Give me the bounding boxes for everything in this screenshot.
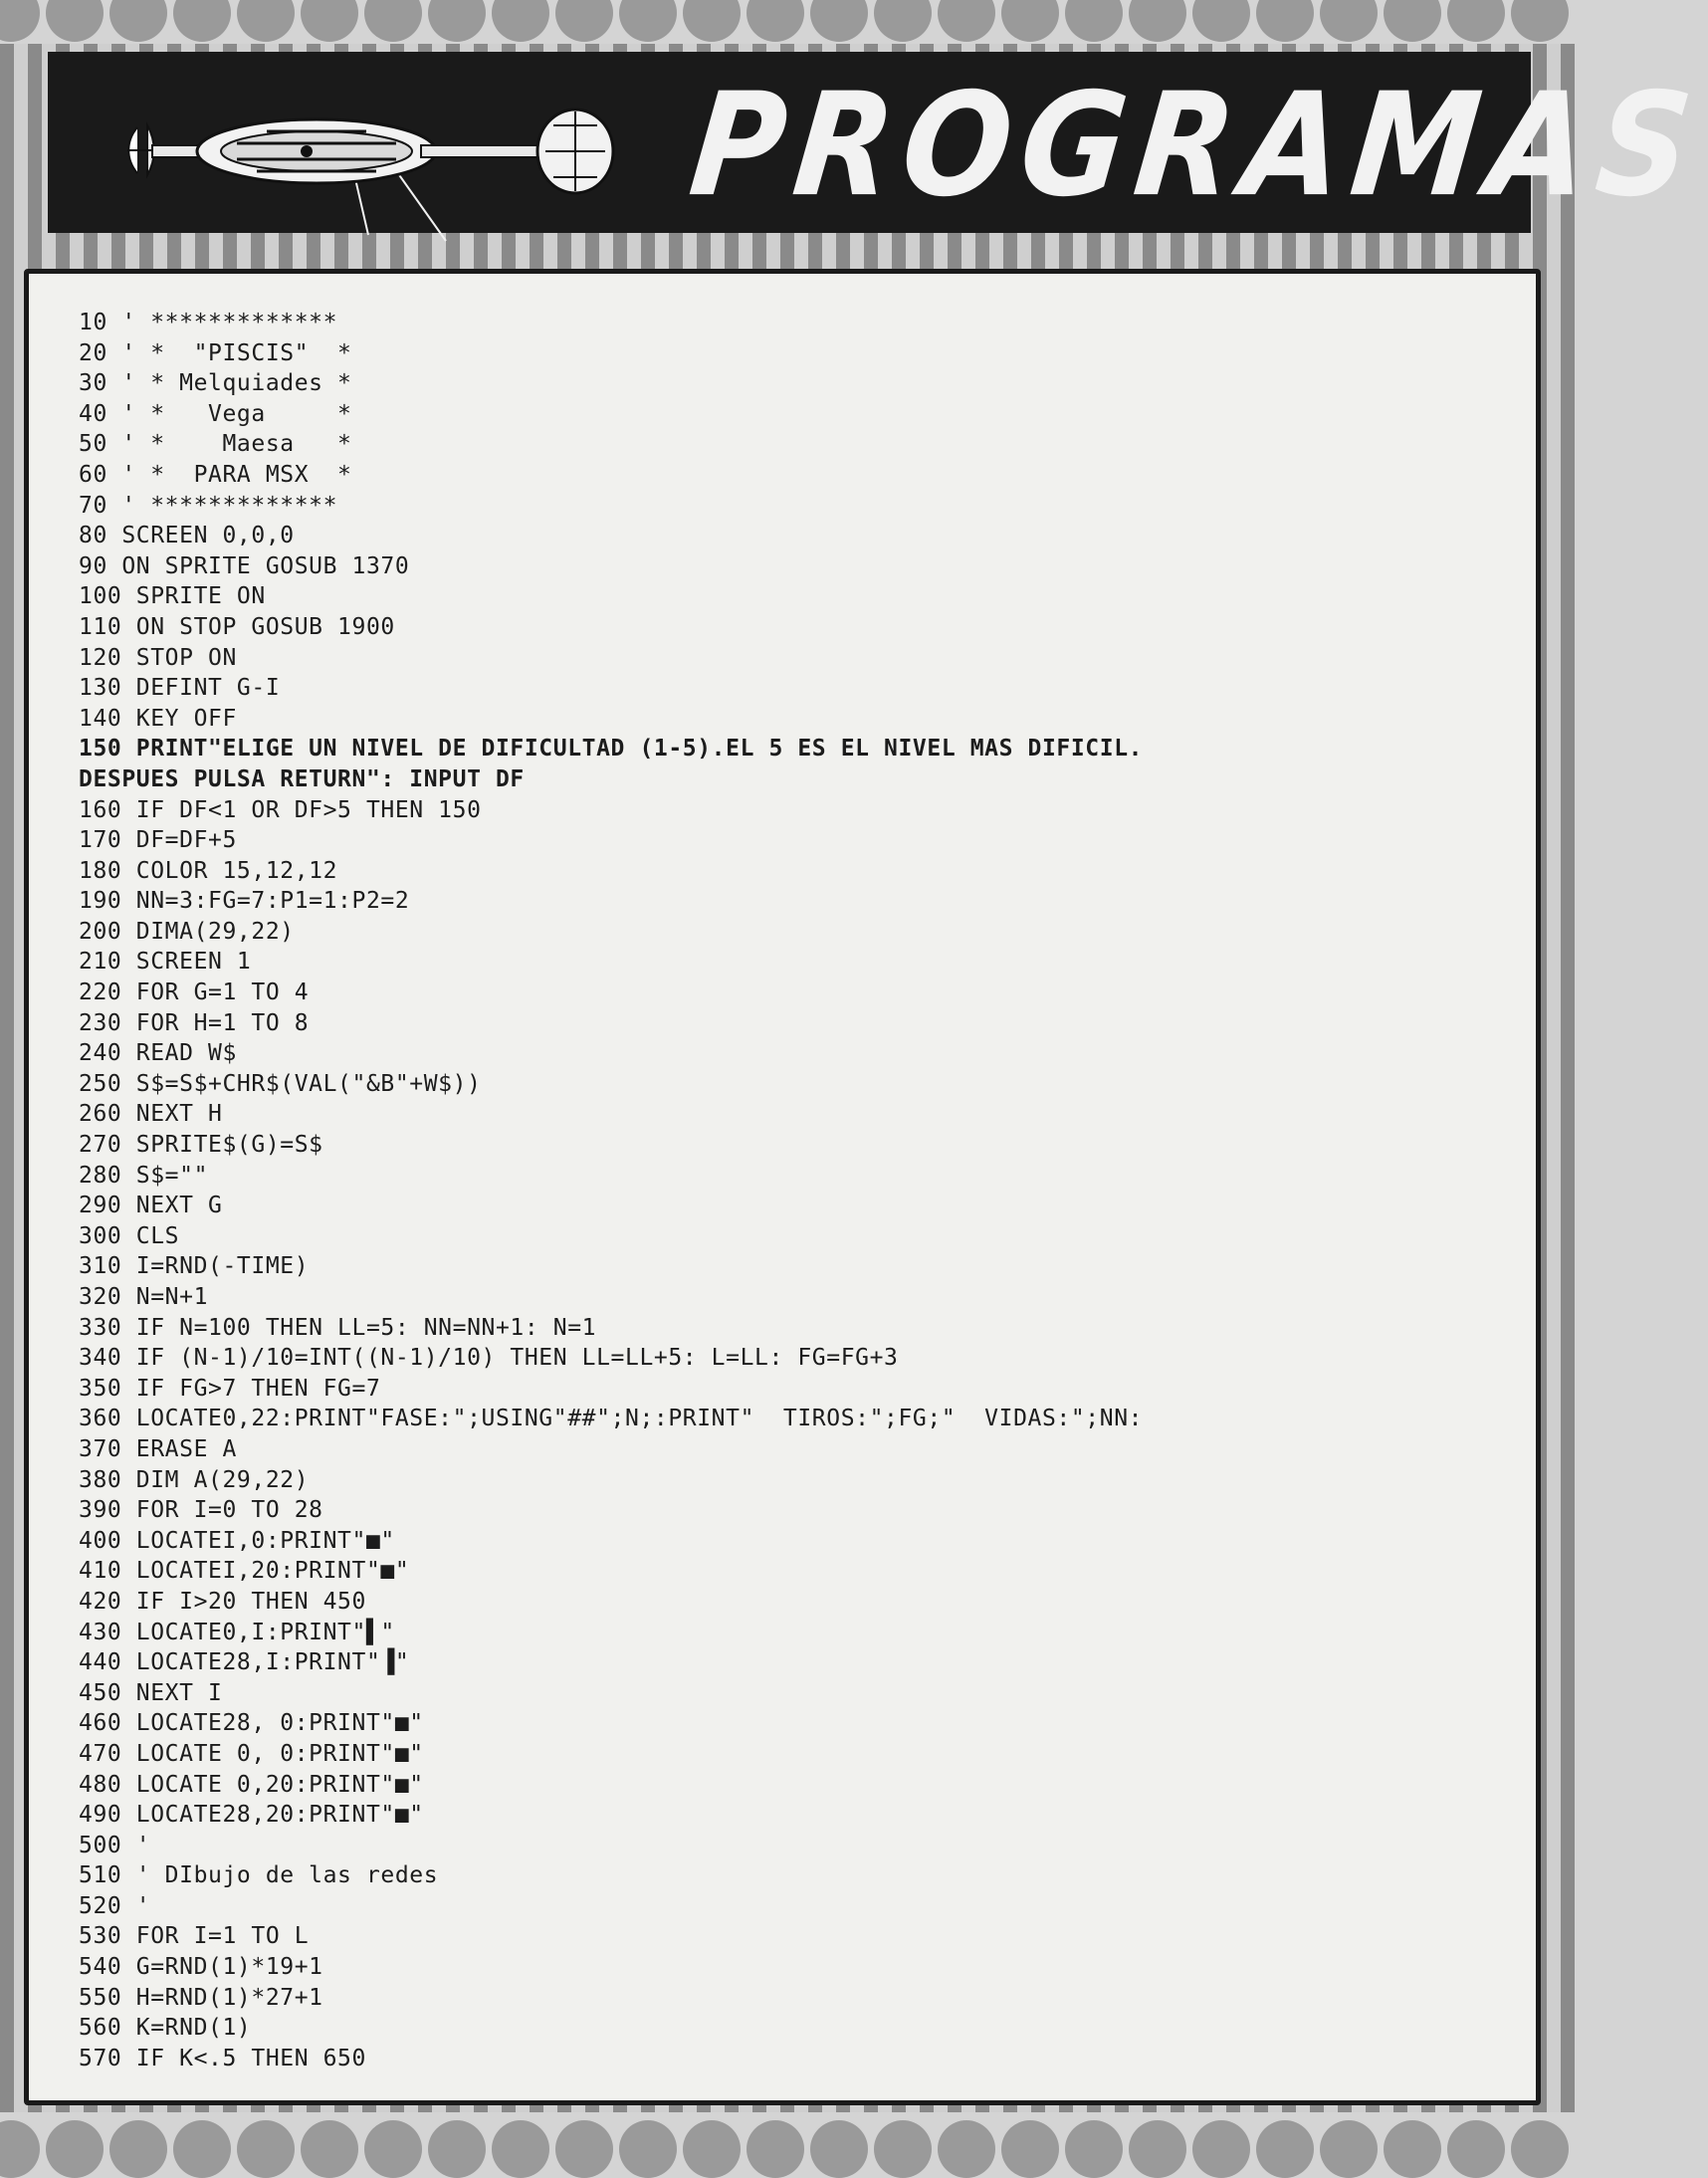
code-listing	[79, 308, 1512, 2073]
code-line: 100 SPRITE ON	[79, 583, 266, 610]
code-line: 250 S$=S$+CHR$(VAL("&B"+W$))	[79, 1070, 482, 1097]
code-line: 430 LOCATE0,I:PRINT"▌"	[79, 1619, 395, 1645]
code-line: 280 S$=""	[79, 1162, 209, 1189]
top-dot-border	[0, 0, 1575, 44]
code-line: 480 LOCATE 0,20:PRINT"■"	[79, 1771, 424, 1798]
page-title: PROGRAMAS	[683, 63, 1708, 229]
code-line: 490 LOCATE28,20:PRINT"■"	[79, 1802, 424, 1829]
code-line: 380 DIM A(29,22)	[79, 1466, 310, 1493]
code-line: 40 ' * Vega *	[79, 400, 352, 427]
code-line: 210 SCREEN 1	[79, 949, 252, 976]
code-line: 110 ON STOP GOSUB 1900	[79, 613, 395, 640]
code-line: 370 ERASE A	[79, 1435, 237, 1462]
code-line: 470 LOCATE 0, 0:PRINT"■"	[79, 1740, 424, 1767]
code-line: 20 ' * "PISCIS" *	[79, 339, 352, 366]
code-line: 360 LOCATE0,22:PRINT"FASE:";USING"##";N;:PRINT" TIROS:";FG;" VIDAS:";NN:	[79, 1406, 1144, 1432]
code-line: 170 DF=DF+5	[79, 827, 237, 854]
code-line: 450 NEXT I	[79, 1679, 223, 1706]
code-line: 70 ' *************	[79, 492, 338, 519]
code-line: 440 LOCATE28,I:PRINT"▐"	[79, 1649, 410, 1676]
code-line: 550 H=RND(1)*27+1	[79, 1984, 323, 2011]
code-line: 180 COLOR 15,12,12	[79, 857, 338, 884]
spaceship-logo-icon	[107, 66, 665, 245]
code-line: 540 G=RND(1)*19+1	[79, 1954, 323, 1981]
code-line: 310 I=RND(-TIME)	[79, 1253, 310, 1280]
code-line: 240 READ W$	[79, 1040, 237, 1067]
code-line: DESPUES PULSA RETURN": INPUT DF	[79, 765, 525, 792]
code-line: 260 NEXT H	[79, 1101, 223, 1128]
code-line: 510 ' DIbujo de las redes	[79, 1862, 439, 1889]
code-line: 520 '	[79, 1892, 151, 1919]
code-line: 140 KEY OFF	[79, 705, 237, 732]
code-line: 150 PRINT"ELIGE UN NIVEL DE DIFICULTAD (1-5).EL 5 ES EL NIVEL MAS DIFICIL.	[79, 736, 1144, 762]
code-line: 340 IF (N-1)/10=INT((N-1)/10) THEN LL=LL+5: L=LL: FG=FG+3	[79, 1345, 899, 1372]
code-line: 190 NN=3:FG=7:P1=1:P2=2	[79, 888, 410, 915]
code-line: 30 ' * Melquiades *	[79, 370, 352, 397]
program-listing	[24, 269, 1541, 2105]
code-line: 300 CLS	[79, 1222, 180, 1249]
code-line: 270 SPRITE$(G)=S$	[79, 1132, 323, 1159]
code-line: 460 LOCATE28, 0:PRINT"■"	[79, 1710, 424, 1737]
code-line: 160 IF DF<1 OR DF>5 THEN 150	[79, 796, 482, 823]
code-line: 560 K=RND(1)	[79, 2015, 252, 2042]
code-line: 570 IF K<.5 THEN 650	[79, 2045, 366, 2071]
code-line: 50 ' * Maesa *	[79, 431, 352, 458]
code-line: 330 IF N=100 THEN LL=5: NN=NN+1: N=1	[79, 1314, 597, 1341]
code-line: 90 ON SPRITE GOSUB 1370	[79, 552, 410, 579]
code-line: 10 ' *************	[79, 310, 338, 335]
code-line: 500 '	[79, 1832, 151, 1858]
code-line: 200 DIMA(29,22)	[79, 918, 295, 945]
code-line: 120 STOP ON	[79, 644, 237, 671]
code-line: 80 SCREEN 0,0,0	[79, 523, 295, 549]
code-line: 290 NEXT G	[79, 1193, 223, 1219]
bottom-dot-border	[0, 2112, 1575, 2150]
code-line: 220 FOR G=1 TO 4	[79, 980, 310, 1006]
code-line: 400 LOCATEI,0:PRINT"■"	[79, 1527, 395, 1554]
code-line: 420 IF I>20 THEN 450	[79, 1588, 366, 1615]
code-line: 320 N=N+1	[79, 1284, 209, 1310]
code-line: 230 FOR H=1 TO 8	[79, 1009, 310, 1036]
code-line: 130 DEFINT G-I	[79, 675, 281, 702]
code-line: 60 ' * PARA MSX *	[79, 461, 352, 488]
code-line: 530 FOR I=1 TO L	[79, 1923, 310, 1950]
code-line: 410 LOCATEI,20:PRINT"■"	[79, 1558, 410, 1585]
code-line: 350 IF FG>7 THEN FG=7	[79, 1375, 381, 1402]
code-line: 390 FOR I=0 TO 28	[79, 1497, 323, 1524]
